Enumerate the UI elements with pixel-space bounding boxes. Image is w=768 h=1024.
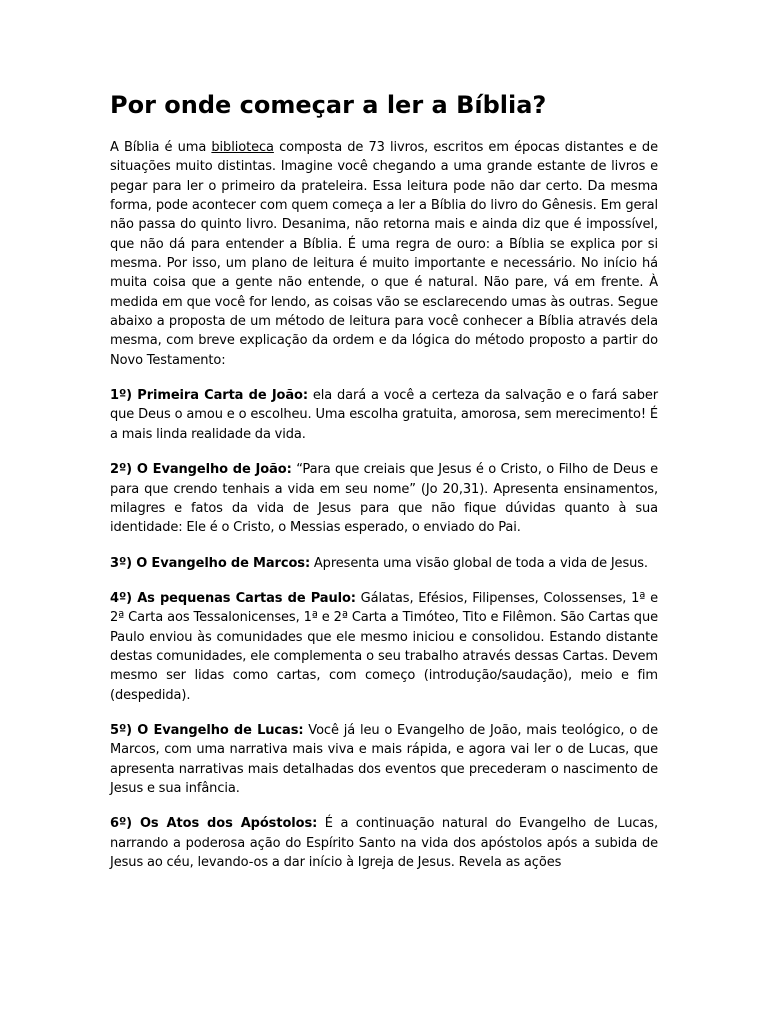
step-heading: 4º) As pequenas Cartas de Paulo:: [110, 590, 356, 606]
intro-paragraph: [110, 138, 658, 370]
step-heading: 3º) O Evangelho de Marcos:: [110, 555, 311, 571]
step-text: “Para que creiais que Jesus é o Cristo, o Filho de Deus e para que crendo tenhais a vida em seu nome” (Jo 20,31). Apresenta ensinamentos, milagres e fatos da vida de Jesus para que não fique dúvidas quanto à sua identidade: Ele é o Cristo, o Messias esperado, o enviado do Pai.: [110, 462, 658, 536]
step-text: Apresenta uma visão global de toda a vida de Jesus.: [310, 555, 648, 571]
step-text: Você já leu o Evangelho de João, mais teológico, o de Marcos, com uma narrativa mais viva e mais rápida, e agora vai ler o de Lucas, que apresenta narrativas mais detalhadas dos eventos que precederam o nascimento de Jesus e sua infância.: [110, 722, 658, 796]
step-paragraph-5: [110, 721, 658, 798]
step-paragraph-2: [110, 460, 658, 537]
step-heading: 6º) Os Atos dos Apóstolos:: [110, 816, 318, 832]
biblioteca-link[interactable]: biblioteca: [211, 140, 274, 155]
page-title: Por onde começar a ler a Bíblia?: [110, 91, 547, 119]
intro-text-start: A Bíblia é uma: [110, 140, 212, 155]
step-paragraph-4: [110, 589, 658, 705]
step-text: Gálatas, Efésios, Filipenses, Colossenses, 1ª e 2ª Carta aos Tessalonicenses, 1ª e 2ª Carta a Timóteo, Tito e Filêmon. São Cartas que Paulo enviou às comunidades que ele mesmo iniciou e consolidou. Estando distante destas comunidades, ele complementa o seu trabalho através dessas Cartas. Devem mesmo ser lidas como cartas, com começo (introdução/saudação), meio e fim (despedida).: [110, 590, 658, 703]
step-text: É a continuação natural do Evangelho de Lucas, narrando a poderosa ação do Espírito Santo na vida dos apóstolos após a subida de Jesus ao céu, levando-os a dar início à Igreja de Jesus. Revela as ações: [110, 816, 658, 870]
step-paragraph-1: [110, 386, 658, 444]
intro-text-rest: composta de 73 livros, escritos em épocas distantes e de situações muito distintas. Imagine você chegando a uma grande estante de livros e pegar para ler o primeiro da prateleira. Essa leitura pode não dar certo. Da mesma forma, pode acontecer com quem começa a ler a Bíblia do livro do Gênesis. Em geral não passa do quinto livro. Desanima, não retorna mais e ainda diz que é impossível, que não dá para entender a Bíblia. É uma regra de ouro: a Bíblia se explica por si mesma. Por isso, um plano de leitura é muito importante e necessário. No início há muita coisa que a gente não entende, o que é natural. Não pare, vá em frente. À medida em que você for lendo, as coisas vão se esclarecendo umas às outras. Segue abaixo a proposta de um método de leitura para você conhecer a Bíblia através dela mesma, com breve explicação da ordem e da lógica do método proposto a partir do Novo Testamento:: [110, 140, 658, 368]
step-paragraph-3: [110, 554, 658, 573]
document-page: [110, 88, 658, 888]
step-heading: 2º) O Evangelho de João:: [110, 462, 292, 478]
step-heading: 5º) O Evangelho de Lucas:: [110, 722, 304, 738]
step-heading: 1º) Primeira Carta de João:: [110, 388, 308, 404]
step-text: ela dará a você a certeza da salvação e o fará saber que Deus o amou e o escolheu. Uma escolha gratuita, amorosa, sem merecimento! É a mais linda realidade da vida.: [110, 388, 658, 442]
step-paragraph-6: [110, 814, 658, 872]
